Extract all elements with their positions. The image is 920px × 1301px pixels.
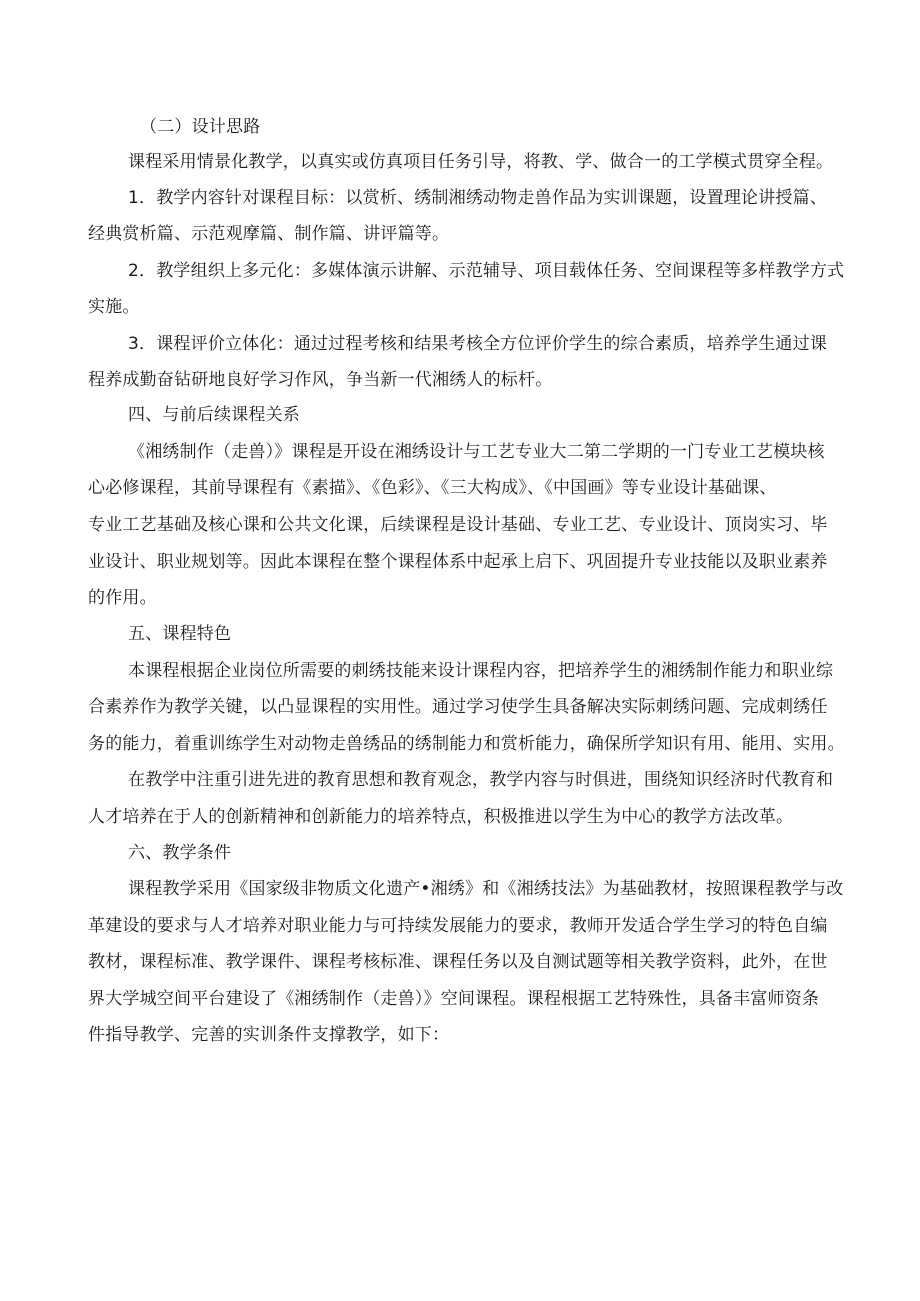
list-item-line: 实施。 (88, 297, 140, 317)
list-item-line: 3．课程评价立体化：通过过程考核和结果考核全方位评价学生的综合素质，培养学生通过课 (128, 334, 828, 354)
paragraph-line: 件指导教学、完善的实训条件支撑教学，如下： (88, 1025, 450, 1045)
paragraph-line: 的作用。 (88, 588, 157, 608)
paragraph-line: 课程教学采用《国家级非物质文化遗产•湘绣》和《湘绣技法》为基础教材，按照课程教学与改 (128, 879, 844, 899)
paragraph-line: 教材，课程标准、教学课件、课程考核标准、课程任务以及自测试题等相关教学资料，此外，在世 (88, 952, 828, 972)
paragraph-line: 业设计、职业规划等。因此本课程在整个课程体系中起承上启下、巩固提升专业技能以及职业素养 (88, 552, 828, 572)
list-item-line: 经典赏析篇、示范观摩篇、制作篇、讲评篇等。 (88, 224, 450, 244)
list-item-line: 1．教学内容针对课程目标：以赏析、绣制湘绣动物走兽作品为实训课题，设置理论讲授篇、 (128, 188, 828, 208)
paragraph-line: 界大学城空间平台建设了《湘绣制作（走兽）》空间课程。课程根据工艺特殊性，具备丰富师资条 (88, 989, 820, 1009)
section-heading-design-approach: （二）设计思路 (140, 117, 261, 137)
paragraph-line: 心必修课程，其前导课程有《素描》、《色彩》、《三大构成》、《中国画》等专业设计基础课、 (88, 478, 777, 498)
section-heading-course-features: 五、课程特色 (128, 624, 232, 644)
section-heading-course-relations: 四、与前后续课程关系 (128, 405, 300, 425)
paragraph-line: 人才培养在于人的创新精神和创新能力的培养特点，积极推进以学生为中心的教学方法改革。 (88, 807, 794, 827)
paragraph-line: 本课程根据企业岗位所需要的刺绣技能来设计课程内容，把培养学生的湘绣制作能力和职业综 (128, 661, 834, 681)
paragraph-line: 革建设的要求与人才培养对职业能力与可持续发展能力的要求，教师开发适合学生学习的特色自编 (88, 916, 828, 936)
paragraph-line: 专业工艺基础及核心课和公共文化课，后续课程是设计基础、专业工艺、专业设计、顶岗实习、毕 (88, 515, 828, 535)
paragraph-line: 课程采用情景化教学，以真实或仿真项目任务引导，将教、学、做合一的工学模式贯穿全程。 (128, 152, 834, 172)
paragraph-line: 合素养作为教学关键，以凸显课程的实用性。通过学习使学生具备解决实际刺绣问题、完成刺绣任 (88, 697, 828, 717)
section-heading-teaching-conditions: 六、教学条件 (128, 843, 232, 863)
list-item-line: 程养成勤奋钻研地良好学习作风，争当新一代湘绣人的标杆。 (88, 370, 553, 390)
paragraph-line: 《湘绣制作（走兽）》课程是开设在湘绣设计与工艺专业大二第二学期的一门专业工艺模块核 (128, 442, 825, 462)
paragraph-line: 务的能力，着重训练学生对动物走兽绣品的绣制能力和赏析能力，确保所学知识有用、能用、实用。 (88, 734, 845, 754)
paragraph-line: 在教学中注重引进先进的教育思想和教育观念，教学内容与时俱进，围绕知识经济时代教育和 (128, 770, 834, 790)
list-item-line: 2．教学组织上多元化：多媒体演示讲解、示范辅导、项目载体任务、空间课程等多样教学方式 (128, 261, 845, 281)
